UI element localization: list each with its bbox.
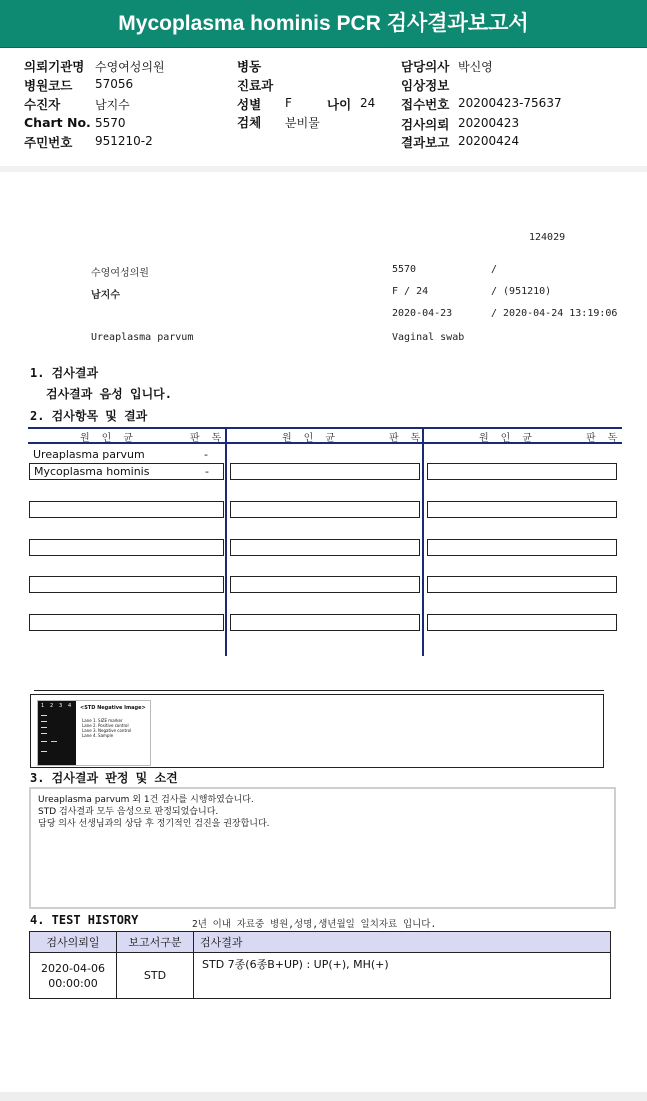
result-row <box>29 463 224 480</box>
lane-number: 1 <box>41 703 45 709</box>
receipt-value: 20200423-75637 <box>458 96 562 110</box>
image-top-rule <box>34 690 604 691</box>
lane-number: 4 <box>68 703 72 709</box>
history-time: 00:00:00 <box>48 976 98 990</box>
legend-item: Lane 2. Positive control <box>82 723 129 728</box>
col-header-judgement-2: 판 독 <box>389 433 424 444</box>
gel-image-panel <box>37 700 151 766</box>
rrn-value: 951210-2 <box>95 134 153 148</box>
opinion-line: STD 검사결과 모두 음성으로 판정되었습니다. <box>38 807 219 817</box>
pathogen-name: Ureaplasma parvum <box>33 448 145 461</box>
info-hospital: 수영여성의원 <box>91 268 149 279</box>
empty-row <box>29 576 224 593</box>
legend-item: Lane 4. Sample <box>82 733 114 738</box>
empty-row <box>29 501 224 518</box>
legend-item: Lane 1. SIZE marker <box>82 718 123 723</box>
request-label: 검사의뢰 <box>401 117 450 132</box>
info-sample: Vaginal swab <box>392 332 465 343</box>
col-header-judgement-3: 판 독 <box>586 433 621 444</box>
request-value: 20200423 <box>458 116 520 130</box>
lane-number: 2 <box>50 703 54 709</box>
empty-row <box>29 614 224 631</box>
gel-image-box <box>30 694 604 768</box>
opinion-text <box>38 794 270 830</box>
patient-label: 수진자 <box>24 97 61 112</box>
col-header-pathogen-3: 원 인 균 <box>479 433 536 444</box>
marker-band <box>41 721 47 722</box>
section2-heading: 2. 검사항목 및 결과 <box>30 409 148 423</box>
opinion-line: Ureaplasma parvum 외 1건 검사를 시행하였습니다. <box>38 795 254 805</box>
ward-label: 병동 <box>237 59 262 74</box>
empty-row <box>427 463 617 480</box>
empty-row <box>427 576 617 593</box>
gel-image-title: <STD Negative Image> <box>80 705 146 711</box>
legend-item: Lane 3. Negative control <box>82 728 132 733</box>
positive-band <box>51 741 57 742</box>
receipt-label: 접수번호 <box>401 97 450 112</box>
pathogen-result: - <box>205 465 209 478</box>
section3-heading: 3. 검사결과 판정 및 소견 <box>30 771 178 785</box>
marker-band <box>41 727 47 728</box>
specimen-value: 분비물 <box>285 116 320 130</box>
report-value: 20200424 <box>458 134 520 148</box>
info-sex-age: F / 24 <box>392 286 429 297</box>
history-col-header: 검사의뢰일 <box>30 932 117 953</box>
rrn-label: 주민번호 <box>24 135 73 150</box>
history-note: 2년 이내 자료중 병원,성명,생년월일 일치자료 입니다. <box>192 919 437 930</box>
history-header-row <box>30 932 611 953</box>
sample-code: 124029 <box>529 232 566 243</box>
history-type: STD <box>117 953 194 999</box>
section4-heading: 4. TEST HISTORY <box>30 913 139 927</box>
empty-row <box>230 614 420 631</box>
history-table <box>29 931 611 999</box>
marker-band <box>41 715 47 716</box>
code-label: 병원코드 <box>24 78 73 93</box>
dept-label: 진료과 <box>237 78 274 93</box>
section1-text: 검사결과 음성 입니다. <box>46 387 173 401</box>
result-row <box>29 447 223 464</box>
info-chart: 5570 <box>392 264 417 275</box>
column-divider-1 <box>225 427 227 656</box>
doctor-value: 박신영 <box>458 60 493 74</box>
chart-value: 5570 <box>95 116 126 130</box>
empty-row <box>230 539 420 556</box>
history-date: 2020-04-06 <box>41 961 105 975</box>
info-date1: 2020-04-23 <box>392 308 453 319</box>
patient-value: 남지수 <box>95 98 130 112</box>
section1-heading: 1. 검사결과 <box>30 366 99 380</box>
chart-label: Chart No. <box>24 115 91 130</box>
empty-row <box>230 463 420 480</box>
empty-row <box>29 539 224 556</box>
table-row <box>30 953 611 999</box>
column-divider-2 <box>422 427 424 656</box>
col-header-pathogen-1: 원 인 균 <box>80 433 137 444</box>
empty-row <box>230 501 420 518</box>
info-birth: / (951210) <box>491 286 552 297</box>
page-bottom-bar <box>0 1092 647 1101</box>
hospital-value: 수영여성의원 <box>95 60 165 74</box>
hospital-label: 의뢰기관명 <box>24 59 85 74</box>
history-result: STD 7종(6종B+UP) : UP(+), MH(+) <box>194 953 611 999</box>
code-value: 57056 <box>95 77 134 91</box>
gel-photo <box>38 701 76 765</box>
info-patient: 남지수 <box>91 290 120 301</box>
empty-row <box>427 539 617 556</box>
marker-band <box>41 751 47 752</box>
age-value: 24 <box>360 96 376 110</box>
opinion-line: 담당 의사 선생님과의 상담 후 정기적인 검진을 권장합니다. <box>38 819 270 829</box>
pathogen-result: - <box>204 448 208 461</box>
pathogen-name: Mycoplasma hominis <box>34 465 150 478</box>
age-label: 나이 <box>327 97 352 112</box>
col-header-judgement-1: 판 독 <box>190 433 225 444</box>
report-title: Mycoplasma hominis PCR 검사결과보고서 <box>118 12 529 35</box>
gel-legend <box>82 718 131 738</box>
empty-row <box>427 614 617 631</box>
doctor-label: 담당의사 <box>401 59 450 74</box>
marker-band <box>41 741 47 742</box>
clinical-label: 임상정보 <box>401 78 450 93</box>
history-col-header: 보고서구분 <box>117 932 194 953</box>
opinion-box <box>29 787 616 909</box>
col-header-pathogen-2: 원 인 균 <box>282 433 339 444</box>
marker-band <box>41 733 47 734</box>
history-date-cell <box>30 953 117 999</box>
sex-value: F <box>285 96 292 110</box>
info-organism: Ureaplasma parvum <box>91 332 194 343</box>
empty-row <box>230 576 420 593</box>
header-divider <box>0 166 647 172</box>
history-col-header: 검사결과 <box>194 932 611 953</box>
lane-number: 3 <box>59 703 63 709</box>
sex-label: 성별 <box>237 97 262 112</box>
info-chart-sep: / <box>491 264 498 275</box>
specimen-label: 검체 <box>237 115 262 130</box>
info-date2: / 2020-04-24 13:19:06 <box>491 308 618 319</box>
report-label: 결과보고 <box>401 135 450 150</box>
empty-row <box>427 501 617 518</box>
